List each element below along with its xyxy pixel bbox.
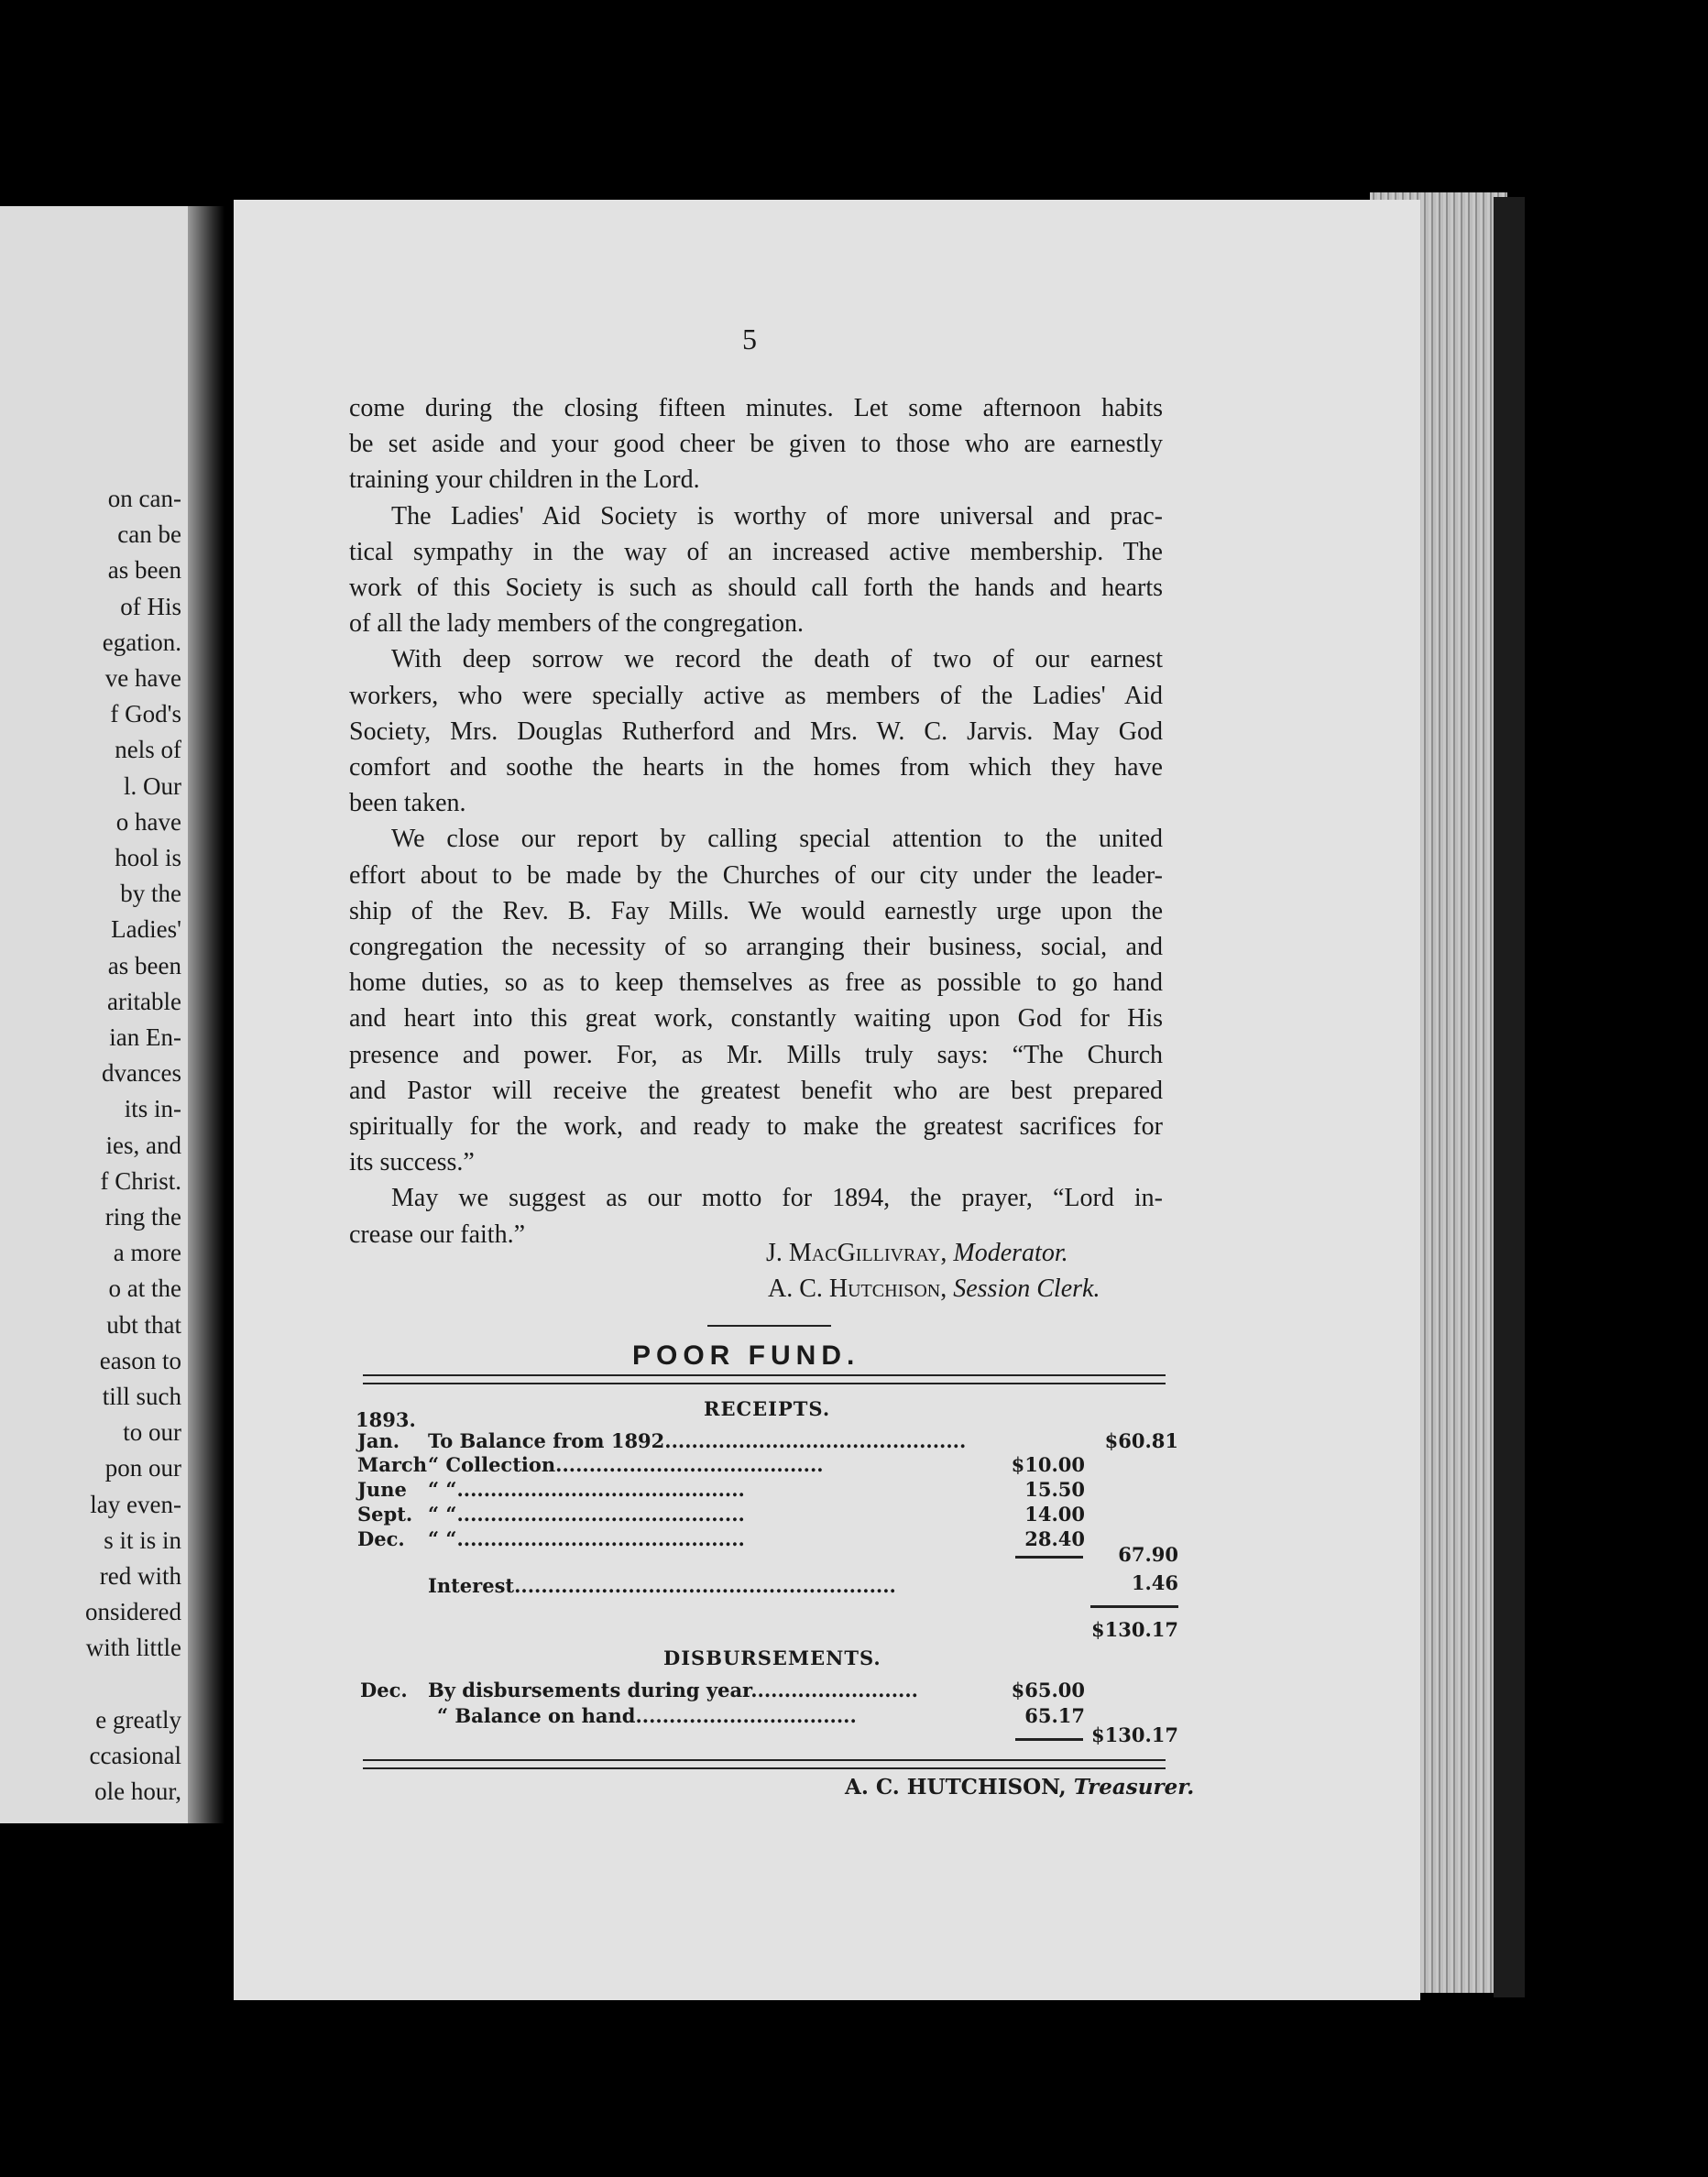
left-page-line: pon our xyxy=(104,1454,181,1482)
left-page-line: lay even- xyxy=(90,1490,181,1518)
disbursement-description xyxy=(428,1679,918,1701)
text-line: be set aside and your good cheer be given to those who are earnestly xyxy=(349,430,1163,459)
text-line: presence and power. For, as Mr. Mills truly says: “The Church xyxy=(349,1040,1163,1069)
left-page-line: ian En- xyxy=(109,1023,181,1051)
disbursement-month: Dec. xyxy=(360,1679,408,1701)
fund-title: POOR FUND. xyxy=(632,1340,860,1371)
moderator-role: Moderator. xyxy=(953,1239,1068,1267)
text-line: tical sympathy in the way of an increased active membership. The xyxy=(349,537,1163,566)
text-line: its success.” xyxy=(349,1148,475,1177)
left-page-line: its in- xyxy=(124,1095,181,1123)
leader-dots: ........................................... xyxy=(456,1503,745,1526)
text-line: We close our report by calling special attention to the united xyxy=(391,825,1163,854)
interest-dots: ......................................................... xyxy=(514,1574,896,1597)
receipt-amount: 28.40 xyxy=(1024,1527,1085,1550)
left-page-line: egation. xyxy=(102,628,181,656)
page-number: 5 xyxy=(742,323,757,356)
receipts-total: $130.17 xyxy=(1091,1618,1178,1641)
double-rule-bottom xyxy=(363,1759,1166,1769)
leader-dots: ........................................... xyxy=(456,1478,745,1501)
subtotal-rule xyxy=(1015,1556,1083,1559)
receipt-month: Dec. xyxy=(357,1527,405,1550)
receipt-amount: 14.00 xyxy=(1024,1503,1085,1526)
left-page-line: a more xyxy=(113,1239,181,1267)
left-page-line: as been xyxy=(107,556,181,585)
disbursement-description xyxy=(437,1704,857,1727)
left-page-line: red with xyxy=(99,1562,181,1590)
text-line: comfort and soothe the hearts in the homes from which they have xyxy=(349,753,1163,782)
paragraph xyxy=(349,390,1163,498)
receipt-month: Sept. xyxy=(357,1503,413,1526)
receipts-heading: RECEIPTS. xyxy=(704,1397,831,1420)
text-line: of all the lady members of the congregation. xyxy=(349,609,805,639)
receipt-label: “ “ xyxy=(428,1503,457,1526)
clerk-role: Session Clerk. xyxy=(953,1274,1100,1303)
leader-dots: ......................... xyxy=(750,1679,918,1701)
receipt-label: To Balance from 1892 xyxy=(428,1429,665,1452)
receipt-month: Jan. xyxy=(357,1429,400,1452)
moderator-name: J. MacGillivray, xyxy=(766,1239,947,1267)
left-page-line: o at the xyxy=(108,1274,181,1303)
book-cover-edge xyxy=(1494,197,1525,1997)
disbursements-total: $130.17 xyxy=(1091,1723,1178,1746)
left-page-line: o have xyxy=(115,807,181,836)
left-page xyxy=(0,206,209,1823)
left-page-line: by the xyxy=(120,880,181,908)
leader-dots: ........................................... xyxy=(456,1527,745,1550)
leader-dots: ............................................. xyxy=(664,1429,967,1452)
text-line: come during the closing fifteen minutes. Let some afternoon habits xyxy=(349,394,1163,422)
left-page-line: f God's xyxy=(110,700,181,728)
text-line: May we suggest as our motto for 1894, the prayer, “Lord in- xyxy=(391,1184,1163,1213)
receipt-description xyxy=(428,1453,824,1476)
left-page-line: on can- xyxy=(107,485,181,512)
treasurer-name: A. C. HUTCHISON, xyxy=(845,1775,1067,1800)
signature-session-clerk xyxy=(768,1274,1100,1304)
disbursements-heading: DISBURSEMENTS. xyxy=(663,1646,881,1669)
text-line: home duties, so as to keep themselves as free as possible to go hand xyxy=(349,968,1163,998)
text-line: crease our faith.” xyxy=(349,1220,525,1249)
left-page-line: to our xyxy=(123,1418,181,1447)
left-page-line: as been xyxy=(107,951,181,979)
left-page-line: with little xyxy=(85,1634,181,1662)
disbursement-label: By disbursements during year xyxy=(428,1679,751,1701)
text-line: effort about to be made by the Churches of our city under the leader- xyxy=(349,860,1163,890)
left-page-line: of His xyxy=(120,592,181,620)
interest-row xyxy=(428,1574,896,1597)
treasurer-role: Treasurer. xyxy=(1073,1775,1195,1800)
receipt-amount: 15.50 xyxy=(1024,1478,1085,1501)
receipt-total-amount: $60.81 xyxy=(1104,1429,1178,1452)
disbursement-amount: $65.00 xyxy=(1011,1679,1085,1701)
left-page-line: can be xyxy=(117,520,181,549)
interest-value: 1.46 xyxy=(1131,1571,1178,1594)
receipt-label: “ “ xyxy=(428,1478,457,1501)
leader-dots: ........................................ xyxy=(555,1453,824,1476)
text-line: The Ladies' Aid Society is worthy of more universal and prac- xyxy=(391,501,1163,531)
receipt-description xyxy=(428,1478,745,1501)
text-line: training your children in the Lord. xyxy=(349,465,700,495)
receipt-description xyxy=(428,1429,966,1452)
receipt-label: “ “ xyxy=(428,1527,457,1550)
left-page-line: f Christ. xyxy=(100,1166,181,1195)
text-line: and heart into this great work, constantly waiting upon God for His xyxy=(349,1004,1163,1034)
left-page-line: Ladies' xyxy=(111,915,181,944)
receipt-month: June xyxy=(357,1478,407,1501)
left-page-line: ies, and xyxy=(105,1131,181,1159)
left-page-line: dvances xyxy=(102,1059,181,1088)
text-line: Society, Mrs. Douglas Rutherford and Mrs. W. C. Jarvis. May God xyxy=(349,717,1163,746)
body-text xyxy=(349,390,1163,1253)
receipt-label: “ Collection xyxy=(428,1453,556,1476)
left-page-line: nels of xyxy=(115,736,181,764)
disbursement-label: “ Balance on hand xyxy=(437,1704,636,1727)
paragraph xyxy=(349,498,1163,642)
left-page-line: s it is in xyxy=(104,1526,181,1554)
left-page-line: ubt that xyxy=(106,1310,181,1339)
left-page-line: ve have xyxy=(104,664,181,692)
receipts-year: 1893. xyxy=(356,1408,416,1431)
receipt-description xyxy=(428,1527,745,1550)
signature-moderator xyxy=(766,1239,1068,1268)
left-page-line: l. Our xyxy=(124,771,181,800)
left-page-line: till such xyxy=(102,1383,181,1410)
left-page-line: ccasional xyxy=(89,1742,181,1769)
book-gutter xyxy=(188,206,224,1823)
left-page-line: eason to xyxy=(99,1346,181,1374)
clerk-name: A. C. Hutchison, xyxy=(768,1274,947,1303)
text-line: and Pastor will receive the greatest benefit who are best prepared xyxy=(349,1076,1163,1105)
section-divider xyxy=(707,1325,831,1327)
text-line: workers, who were specially active as members of the Ladies' Aid xyxy=(349,681,1163,710)
left-page-line: hool is xyxy=(115,844,181,871)
receipts-subtotal: 67.90 xyxy=(1118,1543,1178,1566)
text-line: With deep sorrow we record the death of two of our earnest xyxy=(391,645,1163,674)
left-page-line: e greatly xyxy=(95,1705,181,1734)
text-line: ship of the Rev. B. Fay Mills. We would earnestly urge upon the xyxy=(349,896,1163,925)
receipts-total-rule xyxy=(1090,1605,1178,1608)
left-page-line: aritable xyxy=(107,987,181,1015)
text-line: been taken. xyxy=(349,789,466,818)
left-page-line: ring the xyxy=(104,1203,181,1231)
receipt-amount: $10.00 xyxy=(1011,1453,1085,1476)
paragraph xyxy=(349,641,1163,821)
left-page-line: onsidered xyxy=(85,1598,181,1626)
interest-label: Interest xyxy=(428,1574,515,1597)
double-rule-top xyxy=(363,1374,1166,1384)
paragraph xyxy=(349,821,1163,1180)
text-line: work of this Society is such as should call forth the hands and hearts xyxy=(349,574,1163,603)
leader-dots: ................................. xyxy=(635,1704,857,1727)
receipt-month: March xyxy=(357,1453,427,1476)
receipt-description xyxy=(428,1503,745,1526)
left-page-line: ole hour, xyxy=(94,1778,181,1806)
treasurer-signature xyxy=(845,1775,1194,1800)
disbursement-amount: 65.17 xyxy=(1024,1704,1085,1727)
text-line: congregation the necessity of so arranging their business, social, and xyxy=(349,933,1163,962)
text-line: spiritually for the work, and ready to make the greatest sacrifices for xyxy=(349,1112,1163,1142)
